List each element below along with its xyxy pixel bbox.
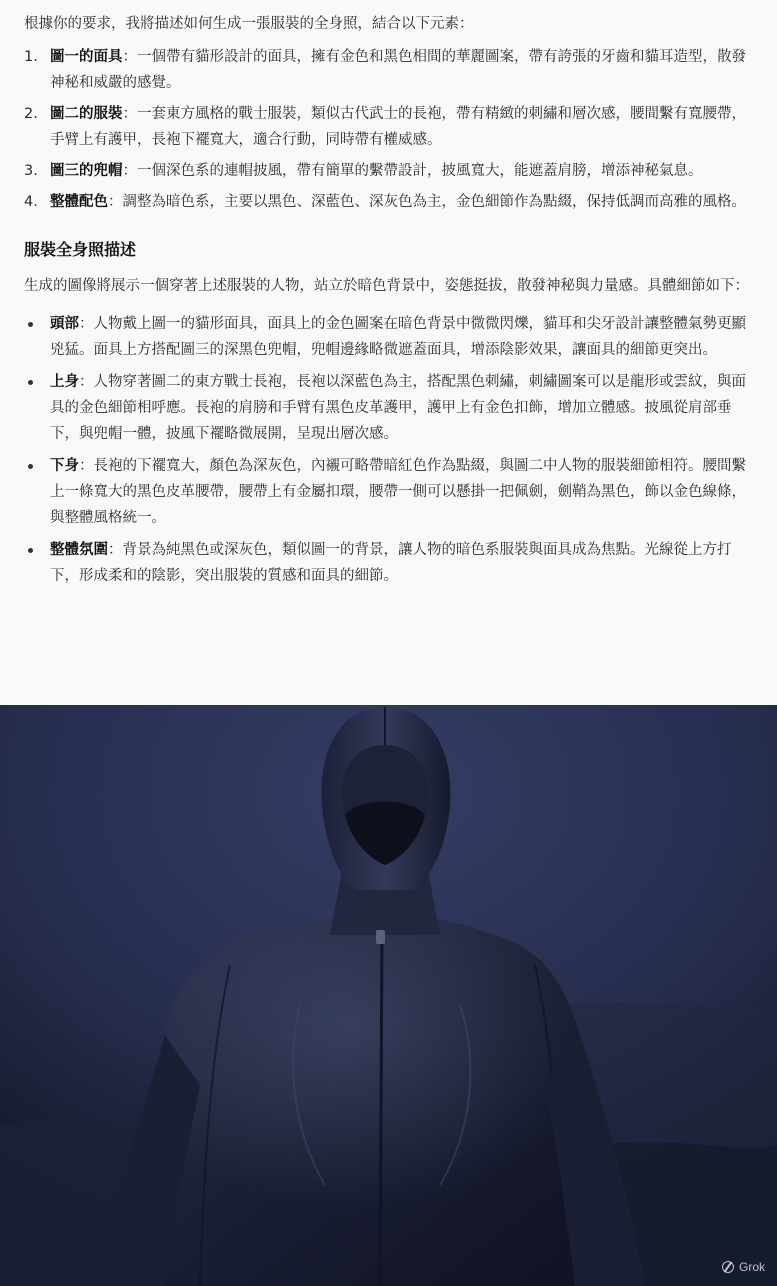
bullet-icon (28, 322, 33, 327)
grok-logo-icon (722, 1261, 734, 1273)
list-item-title: 整體氛圍 (50, 542, 108, 558)
figure-illustration (0, 705, 777, 1286)
section-heading: 服裝全身照描述 (24, 240, 137, 259)
list-number: 3. (24, 163, 38, 179)
list-item-text: ：一套東方風格的戰士服裝，類似古代武士的長袍，帶有精緻的刺繡和層次感，腰間繫有寬腰帶，手臂上有護甲，長袍下襬寬大，適合行動，同時帶有權威感。 (50, 106, 746, 148)
list-number: 2. (24, 106, 38, 122)
list-item (24, 453, 753, 531)
watermark-text: Grok (738, 1260, 765, 1274)
list-item (24, 311, 753, 363)
grok-watermark (722, 1260, 765, 1274)
list-item-text: ：人物戴上圖一的貓形面具，面具上的金色圖案在暗色背景中微微閃爍，貓耳和尖牙設計讓整體氣勢更顯兇猛。面具上方搭配圖三的深黑色兜帽，兜帽邊緣略微遮蓋面具，增添陰影效果，讓面具的細節更突出。 (50, 316, 746, 358)
list-item-text: ：背景為純黑色或深灰色，類似圖一的背景，讓人物的暗色系服裝與面具成為焦點。光線從上方打下，形成柔和的陰影，突出服裝的質感和面具的細節。 (50, 542, 732, 584)
detail-list (24, 311, 753, 589)
list-item-title: 圖三的兜帽 (50, 163, 123, 179)
list-number: 1. (24, 49, 38, 65)
list-item-title: 整體配色 (50, 194, 108, 210)
list-item (24, 101, 753, 153)
response-intro: 根據你的要求，我將描述如何生成一張服裝的全身照，結合以下元素： (24, 16, 474, 32)
list-item (24, 537, 753, 589)
list-item-title: 圖二的服裝 (50, 106, 123, 122)
list-item-title: 圖一的面具 (50, 49, 123, 65)
list-item-text: ：長袍的下襬寬大，顏色為深灰色，內襯可略帶暗紅色作為點綴，與圖二中人物的服裝細節相符。腰間繫上一條寬大的黑色皮革腰帶，腰帶上有金屬扣環，腰帶一側可以懸掛一把佩劍，劍鞘為黑色，飾以金色線條，與整體風格統一。 (50, 458, 746, 526)
list-item (24, 44, 753, 96)
list-item-title: 頭部 (50, 316, 79, 332)
generated-image[interactable] (0, 705, 777, 1286)
bullet-icon (28, 464, 33, 469)
list-item (24, 189, 753, 215)
list-item-text: ：人物穿著圖二的東方戰士長袍，長袍以深藍色為主，搭配黑色刺繡，刺繡圖案可以是龍形或雲紋，與面具的金色細節相呼應。長袍的肩膀和手臂有黑色皮革護甲，護甲上有金色扣飾，增加立體感。披風從肩部垂下，與兜帽一體，披風下襬略微展開，呈現出層次感。 (50, 374, 746, 442)
list-item-title: 下身 (50, 458, 79, 474)
list-number: 4. (24, 194, 38, 210)
element-list (24, 44, 753, 215)
list-item-title: 上身 (50, 374, 79, 390)
bullet-icon (28, 380, 33, 385)
list-item-text: ：一個帶有貓形設計的面具，擁有金色和黑色相間的華麗圖案，帶有誇張的牙齒和貓耳造型，散發神秘和威嚴的感覺。 (50, 49, 746, 91)
list-item (24, 369, 753, 447)
list-item (24, 158, 753, 184)
list-item-text: ：一個深色系的連帽披風，帶有簡單的繫帶設計，披風寬大，能遮蓋肩膀，增添神秘氣息。 (122, 163, 703, 179)
section-intro: 生成的圖像將展示一個穿著上述服裝的人物，站立於暗色背景中，姿態挺拔，散發神秘與力量感。具體細節如下： (24, 278, 749, 294)
list-item-text: ：調整為暗色系，主要以黑色、深藍色、深灰色為主，金色細節作為點綴，保持低調而高雅的風格。 (108, 194, 746, 210)
bullet-icon (28, 548, 33, 553)
